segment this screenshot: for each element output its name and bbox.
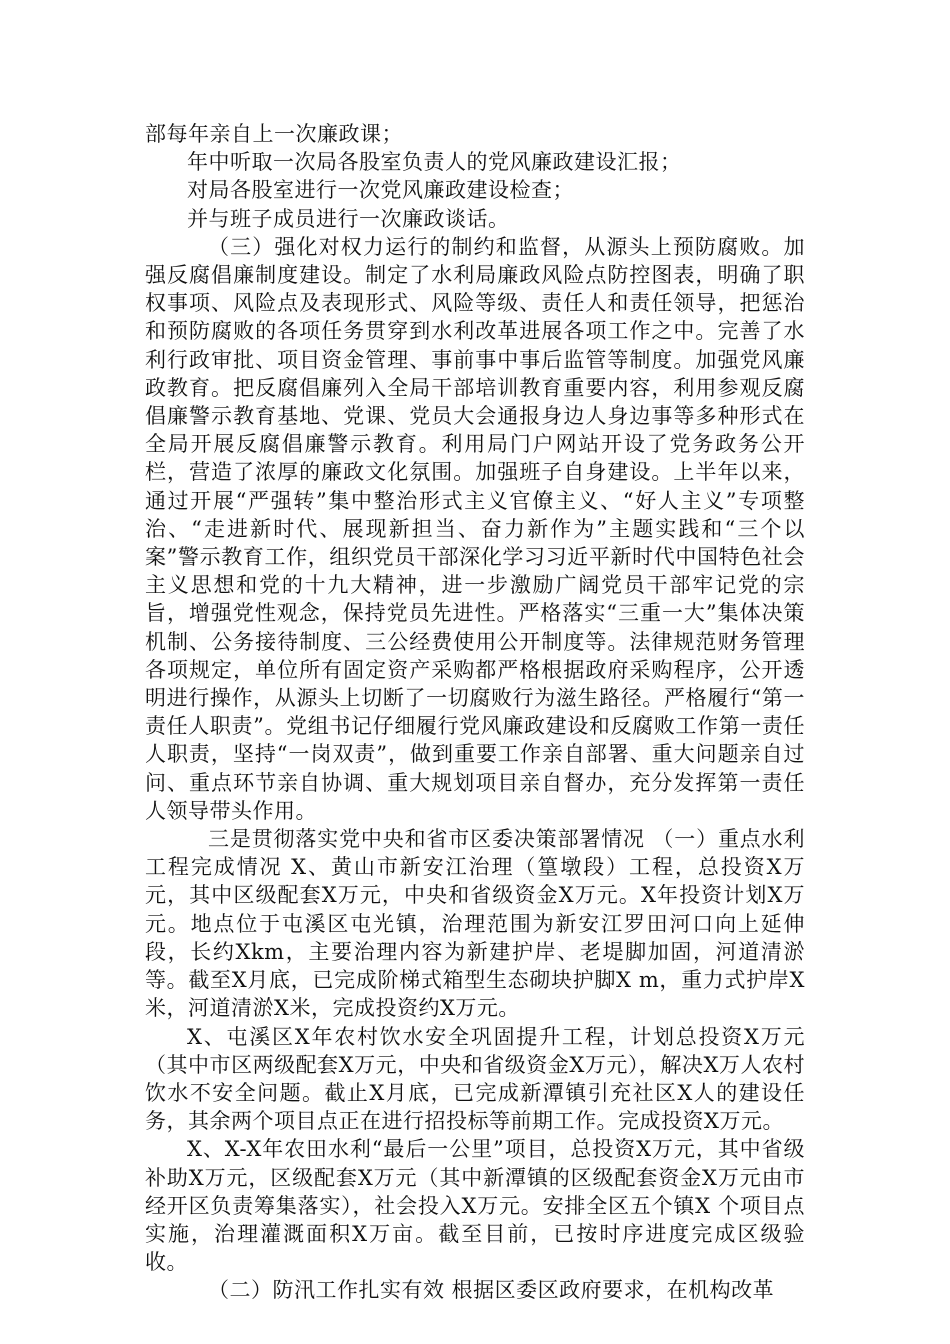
document-body (145, 120, 805, 1305)
paragraph: （三）强化对权力运行的制约和监督，从源头上预防腐败。加强反腐倡廉制度建设。制定了水利局廉政风险点防控图表，明确了职权事项、风险点及表现形式、风险等级、责任人和责任领导，把惩治和预防腐败的各项任务贯穿到水利改革进展各项工作之中。完善了水利行政审批、项目资金管理、事前事中事后监管等制度。加强党风廉政教育。把反腐倡廉列入全局干部培训教育重要内容，利用参观反腐倡廉警示教育基地、党课、党员大会通报身边人身边事等多种形式在全局开展反腐倡廉警示教育。利用局门户网站开设了党务政务公开栏，营造了浓厚的廉政文化氛围。加强班子自身建设。上半年以来，通过开展“严强转”集中整治形式主义官僚主义、“好人主义”专项整治、“走进新时代、展现新担当、奋力新作为”主题实践和“三个以案”警示教育工作，组织党员干部深化学习习近平新时代中国特色社会主义思想和党的十九大精神，进一步激励广阔党员干部牢记党的宗旨，增强党性观念，保持党员先进性。严格落实“三重一大”集体决策机制、公务接待制度、三公经费使用公开制度等。法律规范财务管理各项规定，单位所有固定资产采购都严格根据政府采购程序，公开透明进行操作，从源头上切断了一切腐败行为滋生路径。严格履行“第一责任人职责”。党组书记仔细履行党风廉政建设和反腐败工作第一责任人职责，坚持“一岗双责”，做到重要工作亲自部署、重大问题亲自过问、重点环节亲自协调、重大规划项目亲自督办，充分发挥第一责任人领导带头作用。 (145, 234, 805, 823)
paragraph: X、屯溪区X年农村饮水安全巩固提升工程，计划总投资X万元（其中市区两级配套X万元，中央和省级资金X万元），解决X万人农村饮水不安全问题。截止X月底，已完成新潭镇引充社区X人的建设任务，其余两个项目点正在进行招投标等前期工作。完成投资X万元。 (145, 1024, 805, 1134)
paragraph: 对局各股室进行一次党风廉政建设检查； (187, 178, 574, 203)
paragraph: 年中听取一次局各股室负责人的党风廉政建设汇报； (187, 150, 682, 175)
paragraph: 部每年亲自上一次廉政课； (145, 122, 403, 146)
paragraph: 三是贯彻落实党中央和省市区委决策部署情况 （一）重点水利工程完成情况 X、黄山市新安江治理（篁墩段）工程，总投资X万元，其中区级配套X万元，中央和省级资金X万元。X年投资计划X万元。地点位于屯溪区屯光镇，治理范围为新安江罗田河口向上延伸段，长约Xkm，主要治理内容为新建护岸、老堤脚加固，河道清淤等。截至X月底，已完成阶梯式箱型生态砌块护脚X m，重力式护岸X米，河道清淤X米，完成投资约X万元。 (145, 827, 805, 1021)
paragraph: 并与班子成员进行一次廉政谈话。 (187, 206, 510, 231)
paragraph: （二）防汛工作扎实有效 根据区委区政府要求，在机构改革 (208, 1278, 775, 1303)
paragraph: X、X-X年农田水利“最后一公里”项目，总投资X万元，其中省级补助X万元，区级配套X万元（其中新潭镇的区级配套资金X万元由市经开区负责筹集落实），社会投入X万元。安排全区五个镇X 个项目点实施，治理灌溉面积X万亩。截至目前，已按时序进度完成区级验收。 (145, 1137, 805, 1275)
